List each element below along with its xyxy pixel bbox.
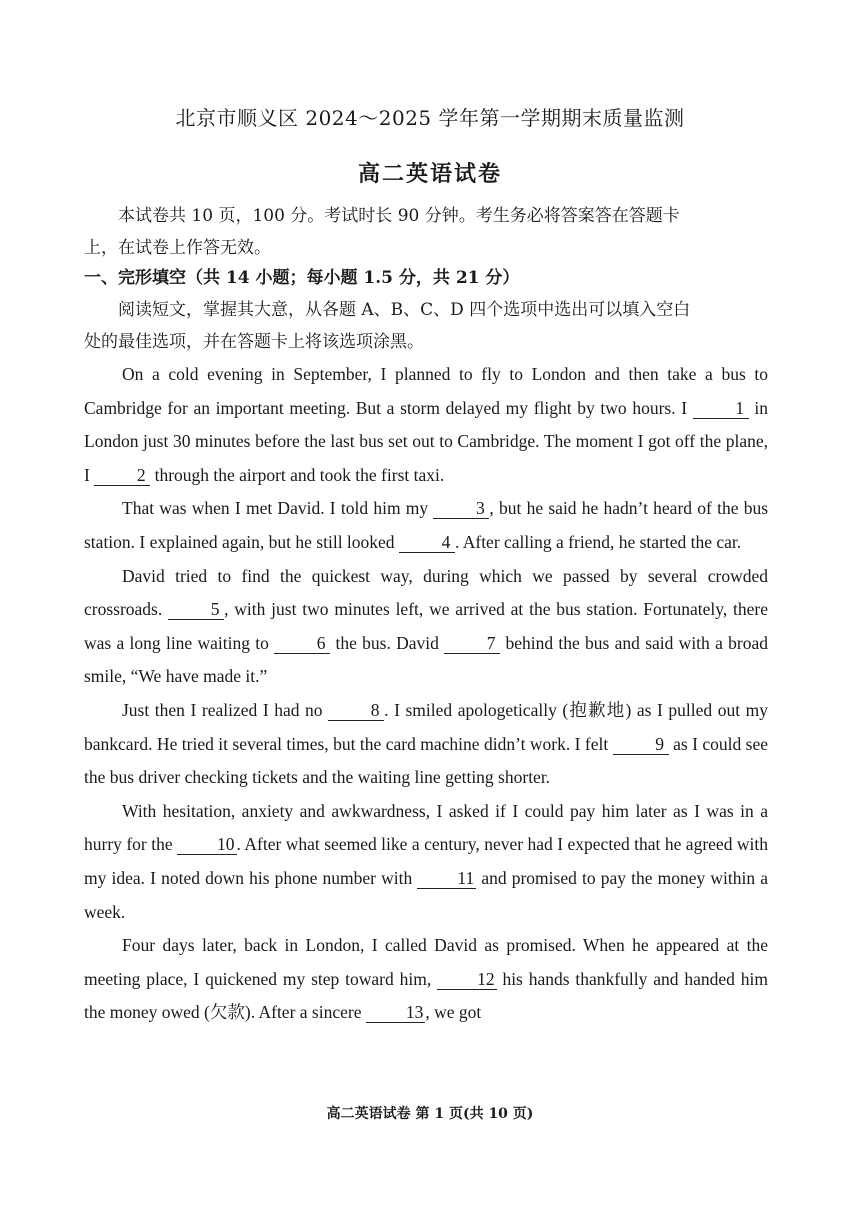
answer-blank-11: 11 <box>417 868 476 889</box>
answer-blank-12: 12 <box>437 969 497 990</box>
cloze-passage <box>84 358 768 1030</box>
answer-blank-5: 5 <box>168 599 224 620</box>
section-directions <box>84 294 774 358</box>
paragraph-2: That was when I met David. I told him my 3 , but he said he hadn’t heard of the bus station. I explained again, but he still looked 4 . After calling a friend, he started the car. <box>84 498 769 552</box>
instructions <box>84 200 774 264</box>
answer-blank-3: 3 <box>433 498 489 519</box>
paragraph-6: Four days later, back in London, I called David as promised. When he appeared at the meeting place, I quickened my step toward him, 12 his hands thankfully and handed him the money owed (欠款). After a sincere 13 , we got <box>84 935 768 1023</box>
answer-blank-13: 13 <box>366 1002 426 1023</box>
instructions-line-1: 本试卷共 10 页，100 分。考试时长 90 分钟。考生务必将答案答在答题卡 <box>118 206 680 226</box>
instructions-line-2: 上，在试卷上作答无效。 <box>84 238 271 258</box>
answer-blank-2: 2 <box>94 465 150 486</box>
paragraph-3: David tried to find the quickest way, during which we passed by several crowded crossroads. 5 , with just two minutes left, we arrived at the bus station. Fortunately, there was a long line waiting to 6 the bus. David 7 behind the bus and said with a broad smile, “We have made it.” <box>84 565 768 687</box>
section-heading: 一、完形填空（共 14 小题；每小题 1.5 分，共 21 分） <box>84 268 520 288</box>
exam-subtitle: 高二英语试卷 <box>357 161 502 187</box>
answer-blank-10: 10 <box>177 834 237 855</box>
page-footer: 高二英语试卷 第 1 页(共 10 页) <box>326 1106 534 1122</box>
answer-blank-8: 8 <box>328 700 384 721</box>
answer-blank-6: 6 <box>274 633 330 654</box>
directions-line-1: 阅读短文，掌握其大意，从各题 A、B、C、D 四个选项中选出可以填入空白 <box>118 300 691 320</box>
paragraph-5: With hesitation, anxiety and awkwardness, I asked if I could pay him later as I was in a hurry for the 10 . After what seemed like a century, never had I expected that he agreed with my idea. I noted down his phone number with 11 and promised to pay the money within a week. <box>84 800 768 922</box>
directions-line-2: 处的最佳选项，并在答题卡上将该选项涂黑。 <box>84 332 424 352</box>
exam-title: 北京市顺义区 2024～2025 学年第一学期期末质量监测 <box>175 106 685 130</box>
answer-blank-1: 1 <box>693 398 749 419</box>
paragraph-1: On a cold evening in September, I planned to fly to London and then take a bus to Cambridge for an important meeting. But a storm delayed my flight by two hours. I 1 in London just 30 minutes before the last bus set out to Cambridge. The moment I got off the plane, I 2 through the airport and took the first taxi. <box>84 364 768 485</box>
answer-blank-9: 9 <box>613 734 669 755</box>
paragraph-4: Just then I realized I had no 8 . I smiled apologetically (抱歉地) as I pulled out my bankcard. He tried it several times, but the card machine didn’t work. I felt 9 as I could see the bus driver checking tickets and the waiting line getting shorter. <box>84 699 769 788</box>
answer-blank-4: 4 <box>399 532 455 553</box>
answer-blank-7: 7 <box>444 633 500 654</box>
